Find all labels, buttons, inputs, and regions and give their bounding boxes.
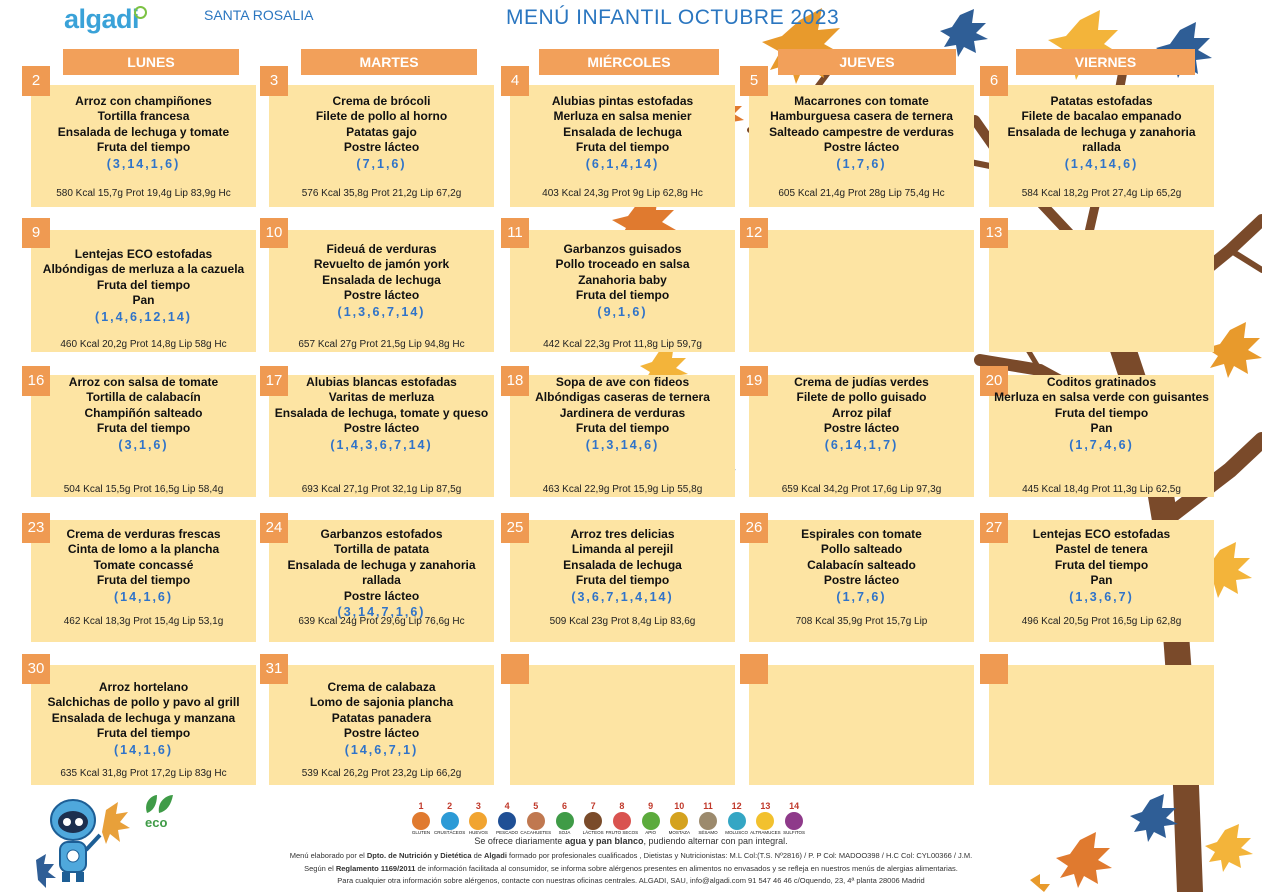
allergen-codes: (6,1,4,14) — [585, 156, 660, 171]
dish-name: Fruta del tiempo — [96, 140, 191, 155]
allergen-codes: (3,14,7,1,6) — [337, 605, 426, 619]
dish-name: Tortilla de calabacín — [86, 390, 201, 405]
allergen-icon — [613, 812, 631, 830]
allergen-icon — [785, 812, 803, 830]
nutrition-info: 584 Kcal 18,2g Prot 27,4g Lip 65,2g — [1021, 188, 1182, 199]
allergen-icon — [441, 812, 459, 830]
dish-name: Fruta del tiempo — [575, 140, 670, 155]
dish-name: rallada — [1082, 140, 1121, 155]
menu-day-cell — [989, 665, 1214, 785]
allergen-codes: (1,4,6,12,14) — [95, 309, 192, 324]
allergen-icon — [527, 812, 545, 830]
allergen-number: 9 — [648, 801, 654, 811]
dish-name: Postre lácteo — [823, 140, 900, 155]
dish-name: Fruta del tiempo — [96, 277, 191, 292]
dish-name: Arroz hortelano — [98, 680, 189, 694]
allergen-label: SULFITOS — [783, 830, 806, 835]
dish-name: Albóndigas caseras de ternera — [535, 390, 710, 405]
allergen-icon — [642, 812, 660, 830]
dish-name: Crema de brócoli — [332, 94, 431, 108]
allergen-icon — [728, 812, 746, 830]
allergen-label: MOSTAZA — [668, 830, 690, 835]
menu-items — [31, 375, 256, 437]
day-number-badge: 11 — [501, 218, 529, 248]
nutrition-info: 539 Kcal 26,2g Prot 23,2g Lip 66,2g — [301, 768, 462, 779]
menu-items — [269, 680, 494, 742]
menu-day-cell — [510, 665, 735, 785]
dish-name: Crema de judías verdes — [794, 375, 929, 389]
dish-name: Ensalada de lechuga — [322, 272, 441, 287]
menu-items — [510, 375, 735, 437]
dish-name: Filete de bacalao empanado — [1021, 109, 1182, 124]
dish-name: Garbanzos estofados — [320, 527, 443, 541]
allergen-label: SOJA — [558, 830, 571, 835]
allergen-label: ALTRAMUCES — [750, 830, 781, 835]
menu-items — [31, 94, 256, 156]
allergen-legend-item — [497, 801, 517, 835]
dish-name: Filete de pollo al horno — [315, 109, 448, 124]
dish-name: Ensalada de lechuga, tomate y queso — [274, 405, 489, 420]
allergen-icon — [670, 812, 688, 830]
water-note-bold: agua y pan blanco — [564, 836, 644, 846]
dish-name: Patatas gajo — [346, 124, 417, 139]
dish-name: Merluza en salsa verde con guisantes — [994, 390, 1209, 405]
dish-name: Zanahoria baby — [578, 272, 667, 287]
dish-name: Arroz tres delicias — [570, 527, 675, 541]
dish-name: Ensalada de lechuga y tomate — [57, 124, 230, 139]
dish-name: Alubias pintas estofadas — [551, 94, 694, 108]
dish-name: Postre lácteo — [343, 288, 420, 303]
day-number-badge: 2 — [22, 66, 50, 96]
menu-items — [510, 94, 735, 156]
allergen-codes: (1,3,6,7,14) — [337, 304, 426, 319]
nutrition-info: 580 Kcal 15,7g Prot 19,4g Lip 83,9g Hc — [56, 188, 231, 199]
allergen-label: HUEVOS — [468, 830, 488, 835]
nutrition-info: 460 Kcal 20,2g Prot 14,8g Lip 58g Hc — [60, 339, 227, 350]
dish-name: Fruta del tiempo — [1054, 405, 1149, 420]
dish-name: Macarrones con tomate — [794, 94, 929, 108]
dish-name: Postre lácteo — [823, 421, 900, 436]
menu-items — [269, 527, 494, 604]
dish-name: Fruta del tiempo — [96, 573, 191, 588]
water-note-end: , pudiendo alternar con pan integral. — [643, 836, 788, 846]
footer-text: de información facilitada al consumidor, se informa sobre alérgenos presentes en alimentos no envasados y se refleja en nuestros menús de alergias alimentarias. — [415, 864, 958, 873]
allergen-number: 14 — [789, 801, 800, 811]
day-number-badge: 24 — [260, 513, 288, 543]
day-number-badge: 30 — [22, 654, 50, 684]
dish-name: Crema de verduras frescas — [66, 527, 221, 541]
dish-name: Pan — [1090, 421, 1113, 436]
dish-name: Arroz con salsa de tomate — [68, 375, 219, 389]
dish-name: Arroz pilaf — [831, 405, 892, 420]
nutrition-info: 708 Kcal 35,9g Prot 15,7g Lip — [795, 616, 928, 627]
water-bread-note — [0, 836, 1262, 846]
dish-name: Alubias blancas estofadas — [306, 375, 457, 389]
dish-name: Revuelto de jamón york — [313, 257, 450, 272]
dish-name: rallada — [362, 573, 401, 588]
dish-name: Crema de calabaza — [327, 680, 436, 694]
menu-items — [989, 94, 1214, 156]
menu-items — [749, 94, 974, 156]
allergen-icon — [756, 812, 774, 830]
dish-name: Jardinera de verduras — [559, 405, 686, 420]
allergen-codes: (6,14,1,7) — [824, 437, 899, 452]
dish-name: Fruta del tiempo — [575, 573, 670, 588]
allergen-label: MOLUSCO — [725, 830, 749, 835]
menu-items — [269, 242, 494, 304]
dish-name: Espirales con tomate — [801, 527, 922, 541]
dish-name: Pastel de tenera — [1055, 542, 1148, 557]
allergen-number: 5 — [533, 801, 539, 811]
nutrition-info: 576 Kcal 35,8g Prot 21,2g Lip 67,2g — [301, 188, 462, 199]
allergen-codes: (7,1,6) — [356, 156, 407, 171]
dish-name: Albóndigas de merluza a la cazuela — [42, 262, 245, 277]
algadi-logo: algadi — [64, 4, 140, 34]
allergen-codes: (3,1,6) — [118, 437, 169, 452]
allergen-codes: (1,7,6) — [836, 589, 887, 604]
day-header-tuesday: MARTES — [301, 49, 477, 75]
allergen-icon — [699, 812, 717, 830]
dish-name: Lentejas ECO estofadas — [1032, 527, 1171, 541]
allergen-legend-item — [583, 801, 603, 835]
allergen-codes: (1,3,6,7) — [1069, 589, 1134, 604]
dish-name: Fruta del tiempo — [96, 726, 191, 741]
dish-name: Ensalada de lechuga — [563, 557, 682, 572]
footer-text: formado por profesionales cualificados , Dietistas y Nutricionistas: M.L Col:(T.S. Nº2816) / P. P Col: MADOO398 / H.C Col: CYL00366 / J.M. — [506, 851, 973, 860]
day-number-badge: 20 — [980, 366, 1008, 396]
day-number-badge — [501, 654, 529, 684]
allergen-number: 2 — [447, 801, 453, 811]
menu-items — [989, 375, 1214, 437]
dish-name: Postre lácteo — [343, 726, 420, 741]
day-header-wednesday: MIÉRCOLES — [539, 49, 719, 75]
menu-day-cell — [989, 230, 1214, 352]
allergen-legend-item — [727, 801, 747, 835]
nutrition-info: 605 Kcal 21,4g Prot 28g Lip 75,4g Hc — [778, 188, 945, 199]
allergen-legend-item — [520, 801, 552, 835]
nutrition-info: 445 Kcal 18,4g Prot 11,3g Lip 62,5g — [1022, 484, 1181, 495]
menu-items — [269, 375, 494, 437]
day-number-badge: 18 — [501, 366, 529, 396]
day-number-badge: 6 — [980, 66, 1008, 96]
menu-items — [749, 375, 974, 437]
allergen-label: CACAHUETES — [520, 830, 552, 835]
day-number-badge: 27 — [980, 513, 1008, 543]
dish-name: Postre lácteo — [343, 421, 420, 436]
dish-name: Varitas de merluza — [328, 390, 435, 405]
menu-items — [31, 527, 256, 589]
dish-name: Patatas panadera — [331, 710, 432, 725]
allergen-codes: (1,7,6) — [836, 156, 887, 171]
allergen-legend-item — [555, 801, 575, 835]
nutrition-info: 657 Kcal 27g Prot 21,5g Lip 94,8g Hc — [298, 339, 465, 350]
dish-name: Fruta del tiempo — [96, 421, 191, 436]
day-number-badge: 12 — [740, 218, 768, 248]
dish-name: Salchichas de pollo y pavo al grill — [47, 695, 240, 710]
day-number-badge: 25 — [501, 513, 529, 543]
allergen-label: FRUTO SECOS — [605, 830, 639, 835]
allergen-codes: (14,1,6) — [113, 589, 174, 604]
eco-leaf-icon — [141, 793, 175, 815]
allergen-label: GLUTEN — [411, 830, 431, 835]
nutrition-info: 693 Kcal 27,1g Prot 32,1g Lip 87,5g — [301, 484, 462, 495]
dish-name: Fruta del tiempo — [1054, 557, 1149, 572]
nutrition-info: 442 Kcal 22,3g Prot 11,8g Lip 59,7g — [543, 339, 702, 350]
dish-name: Fruta del tiempo — [575, 288, 670, 303]
dish-name: Tortilla de patata — [333, 542, 430, 557]
footer-regulation: Reglamento 1169/2011 — [335, 864, 416, 873]
nutrition-info: 504 Kcal 15,5g Prot 16,5g Lip 58,4g — [63, 484, 224, 495]
allergen-codes: (3,14,1,6) — [106, 156, 181, 171]
menu-items — [989, 527, 1214, 589]
dish-name: Tomate concassé — [93, 557, 194, 572]
allergen-number: 6 — [561, 801, 567, 811]
allergen-label: PESCADO — [496, 830, 519, 835]
dish-name: Champiñón salteado — [84, 405, 203, 420]
dish-name: Lomo de sajonia plancha — [309, 695, 454, 710]
dish-name: Salteado campestre de verduras — [769, 124, 954, 139]
day-number-badge — [980, 654, 1008, 684]
day-number-badge: 9 — [22, 218, 50, 248]
page-title: MENÚ INFANTIL OCTUBRE 2023 — [506, 6, 840, 29]
dish-name: Hamburguesa casera de ternera — [770, 109, 953, 124]
allergen-legend-item — [750, 801, 781, 835]
menu-day-cell — [749, 230, 974, 352]
allergen-number: 3 — [475, 801, 481, 811]
allergen-legend-item — [641, 801, 661, 835]
day-number-badge: 13 — [980, 218, 1008, 248]
nutrition-info: 462 Kcal 18,3g Prot 15,4g Lip 53,1g — [63, 616, 224, 627]
allergen-label: SÉSAMO — [698, 830, 718, 835]
dish-name: Lentejas ECO estofadas — [74, 247, 213, 261]
nutrition-info: 403 Kcal 24,3g Prot 9g Lip 62,8g Hc — [542, 188, 703, 199]
school-name: SANTA ROSALIA — [204, 7, 314, 23]
footer-dept: Dpto. de Nutrición y Dietética — [366, 851, 472, 860]
dish-name: Ensalada de lechuga — [563, 124, 682, 139]
dish-name: Patatas estofadas — [1050, 94, 1153, 108]
dish-name: Ensalada de lechuga y zanahoria — [1007, 124, 1196, 139]
day-number-badge: 10 — [260, 218, 288, 248]
menu-items — [31, 247, 256, 309]
menu-items — [31, 680, 256, 742]
dish-name: Coditos gratinados — [1046, 375, 1157, 389]
allergen-legend-item — [605, 801, 639, 835]
menu-day-cell — [749, 665, 974, 785]
dish-name: Arroz con champiñones — [75, 94, 212, 108]
day-number-badge: 31 — [260, 654, 288, 684]
day-number-badge: 16 — [22, 366, 50, 396]
day-number-badge: 5 — [740, 66, 768, 96]
footer-company: Algadi — [484, 851, 507, 860]
allergen-icon — [584, 812, 602, 830]
day-number-badge — [740, 654, 768, 684]
dish-name: Tortilla francesa — [97, 109, 190, 124]
day-header-monday: LUNES — [63, 49, 239, 75]
allergen-number: 1 — [418, 801, 424, 811]
dish-name: Ensalada de lechuga y zanahoria — [287, 557, 476, 572]
dish-name: Filete de pollo guisado — [796, 390, 927, 405]
dish-name: Pollo salteado — [820, 542, 903, 557]
allergen-legend-item — [434, 801, 466, 835]
nutrition-info: 496 Kcal 20,5g Prot 16,5g Lip 62,8g — [1021, 616, 1182, 627]
footer-line-3: Para cualquier otra información sobre alérgenos, contacte con nuestras oficinas centrales. ALGADI, SAU, info@algadi.com 91 547 46 46 c/Oquendo, 23, 4ª planta 28006 Madrid — [337, 876, 925, 885]
footer-text: Menú elaborado por el — [289, 851, 367, 860]
eco-label: eco — [145, 815, 168, 830]
allergen-legend-item — [669, 801, 689, 835]
menu-items — [510, 242, 735, 304]
allergen-number: 4 — [504, 801, 510, 811]
allergen-codes: (1,3,14,6) — [585, 437, 660, 452]
dish-name: Merluza en salsa menier — [553, 109, 692, 124]
footer-line-1 — [0, 851, 1262, 860]
day-number-badge: 4 — [501, 66, 529, 96]
dish-name: Garbanzos guisados — [563, 242, 682, 256]
dish-name: Postre lácteo — [823, 573, 900, 588]
allergen-icon — [498, 812, 516, 830]
allergen-codes: (3,6,7,1,4,14) — [571, 589, 674, 604]
nutrition-info: 639 Kcal 24g Prot 29,6g Lip 76,6g Hc — [298, 616, 465, 627]
day-number-badge: 19 — [740, 366, 768, 396]
allergen-number: 7 — [590, 801, 596, 811]
water-note-text: Se ofrece diariamente — [474, 836, 565, 846]
allergen-codes: (1,7,4,6) — [1069, 437, 1134, 452]
footer-text: Según el — [304, 864, 336, 873]
day-number-badge: 23 — [22, 513, 50, 543]
day-header-thursday: JUEVES — [778, 49, 956, 75]
day-number-badge: 26 — [740, 513, 768, 543]
allergen-legend-item — [468, 801, 488, 835]
allergen-number: 10 — [674, 801, 685, 811]
footer-line-2 — [0, 864, 1262, 873]
allergen-icon — [412, 812, 430, 830]
day-header-friday: VIERNES — [1016, 49, 1195, 75]
dish-name: Limanda al perejil — [571, 542, 674, 557]
nutrition-info: 463 Kcal 22,9g Prot 15,9g Lip 55,8g — [542, 484, 703, 495]
allergen-icon — [469, 812, 487, 830]
allergen-legend-item — [411, 801, 431, 835]
allergen-legend-item — [698, 801, 718, 835]
allergen-number: 12 — [731, 801, 742, 811]
allergen-codes: (1,4,3,6,7,14) — [330, 437, 433, 452]
allergen-codes: (9,1,6) — [597, 304, 648, 319]
allergen-number: 11 — [703, 801, 713, 811]
allergen-number: 8 — [619, 801, 625, 811]
nutrition-info: 635 Kcal 31,8g Prot 17,2g Lip 83g Hc — [60, 768, 227, 779]
allergen-label: LÁCTEOS — [582, 830, 604, 835]
allergen-legend-item — [784, 801, 804, 835]
day-number-badge: 17 — [260, 366, 288, 396]
allergen-codes: (1,4,14,6) — [1064, 156, 1139, 171]
dish-name: Pollo troceado en salsa — [555, 257, 690, 272]
allergen-label: CRUSTÁCEOS — [434, 830, 466, 835]
dish-name: Calabacín salteado — [807, 557, 916, 572]
menu-items — [269, 94, 494, 156]
menu-items — [510, 527, 735, 589]
nutrition-info: 659 Kcal 34,2g Prot 17,6g Lip 97,3g — [781, 484, 942, 495]
footer-text: de — [471, 851, 485, 860]
dish-name: Cinta de lomo a la plancha — [67, 542, 220, 557]
dish-name: Fideuá de verduras — [326, 242, 437, 256]
allergen-label: APIO — [645, 830, 656, 835]
day-number-badge: 3 — [260, 66, 288, 96]
allergen-number: 13 — [760, 801, 771, 811]
logo-leaf-icon — [134, 6, 147, 19]
dish-name: Fruta del tiempo — [575, 421, 670, 436]
dish-name: Postre lácteo — [343, 588, 420, 603]
dish-name: Pan — [132, 293, 155, 308]
nutrition-info: 509 Kcal 23g Prot 8,4g Lip 83,6g — [549, 616, 696, 627]
dish-name: Postre lácteo — [343, 140, 420, 155]
dish-name: Ensalada de lechuga y manzana — [51, 710, 236, 725]
dish-name: Sopa de ave con fideos — [555, 375, 690, 389]
allergen-icon — [556, 812, 574, 830]
menu-items — [749, 527, 974, 589]
allergen-codes: (14,1,6) — [113, 742, 174, 757]
dish-name: Pan — [1090, 573, 1113, 588]
allergen-codes: (14,6,7,1) — [344, 742, 419, 757]
